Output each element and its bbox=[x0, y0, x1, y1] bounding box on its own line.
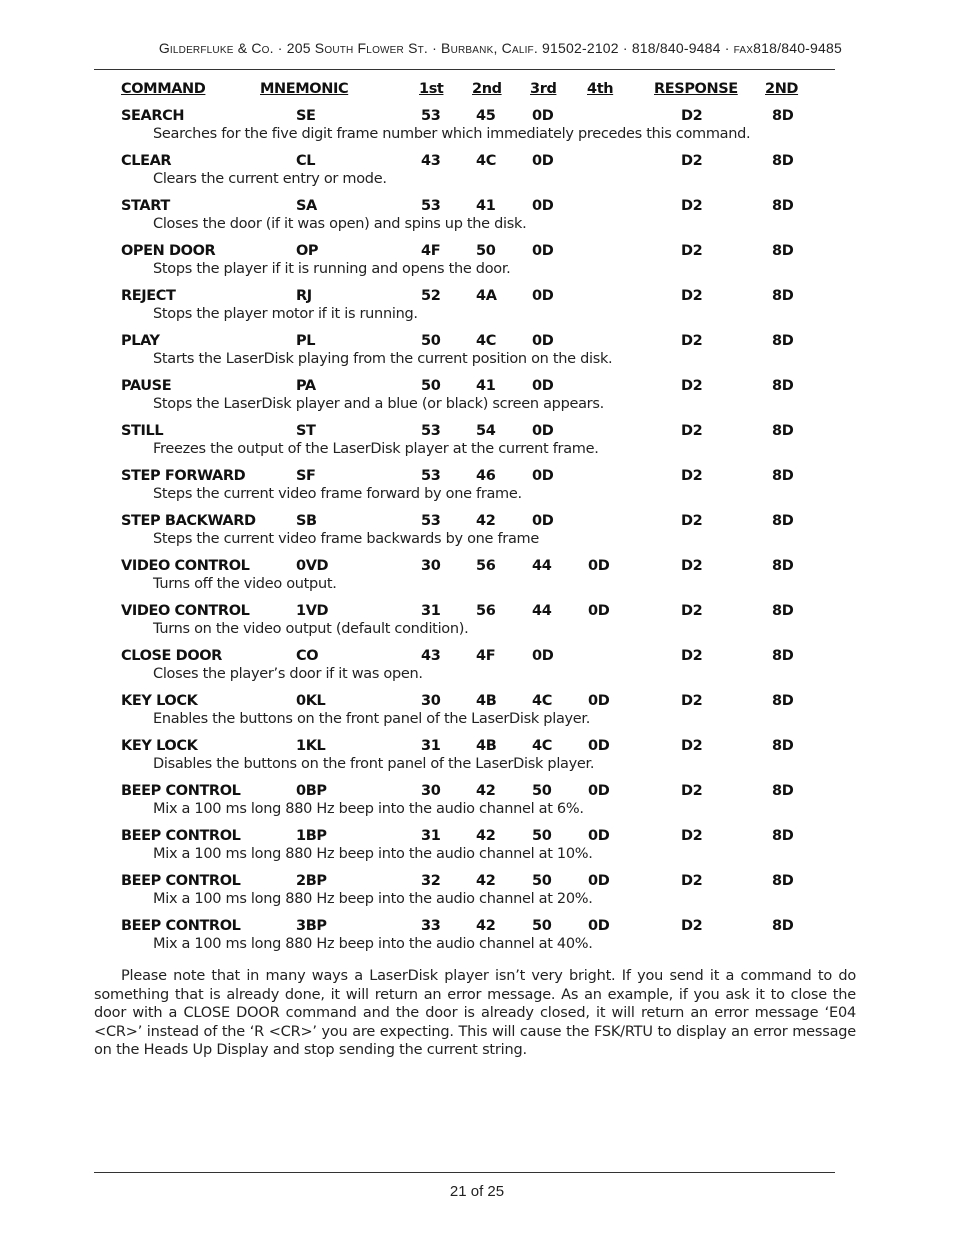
page-header bbox=[94, 40, 842, 56]
table-row bbox=[0, 423, 954, 441]
byte1-cell: 53 bbox=[421, 423, 441, 439]
command-cell: STEP BACKWARD bbox=[121, 513, 256, 529]
table-row bbox=[0, 693, 954, 711]
byte1-cell: 53 bbox=[421, 513, 441, 529]
command-cell: BEEP CONTROL bbox=[121, 828, 241, 844]
byte1-cell: 52 bbox=[421, 288, 441, 304]
command-description: Mix a 100 ms long 880 Hz beep into the audio channel at 10%. bbox=[153, 846, 593, 862]
response-cell: D2 bbox=[681, 558, 703, 574]
command-table bbox=[0, 81, 954, 963]
command-cell: BEEP CONTROL bbox=[121, 783, 241, 799]
byte1-cell: 31 bbox=[421, 603, 441, 619]
table-row bbox=[0, 513, 954, 531]
command-description: Searches for the five digit frame number which immediately precedes this command. bbox=[153, 126, 751, 142]
byte1-cell: 30 bbox=[421, 783, 441, 799]
byte3-cell: 50 bbox=[532, 873, 552, 889]
byte4-cell: 0D bbox=[588, 693, 610, 709]
byte1-cell: 32 bbox=[421, 873, 441, 889]
table-row bbox=[0, 648, 954, 666]
byte2-cell: 4B bbox=[476, 693, 497, 709]
second-response-cell: 8D bbox=[772, 828, 794, 844]
table-row bbox=[0, 873, 954, 891]
byte4-cell: 0D bbox=[588, 828, 610, 844]
command-cell: PLAY bbox=[121, 333, 160, 349]
command-cell: BEEP CONTROL bbox=[121, 918, 241, 934]
table-row bbox=[0, 828, 954, 846]
column-header-4th: 4th bbox=[587, 81, 614, 97]
table-row bbox=[0, 378, 954, 396]
second-response-cell: 8D bbox=[772, 243, 794, 259]
second-response-cell: 8D bbox=[772, 468, 794, 484]
command-description: Clears the current entry or mode. bbox=[153, 171, 387, 187]
byte1-cell: 31 bbox=[421, 828, 441, 844]
mnemonic-cell: OP bbox=[296, 243, 319, 259]
table-row bbox=[0, 783, 954, 801]
byte4-cell: 0D bbox=[588, 558, 610, 574]
command-description: Freezes the output of the LaserDisk player at the current frame. bbox=[153, 441, 599, 457]
byte1-cell: 43 bbox=[421, 153, 441, 169]
mnemonic-cell: 2BP bbox=[296, 873, 327, 889]
mnemonic-cell: SA bbox=[296, 198, 317, 214]
command-cell: CLOSE DOOR bbox=[121, 648, 222, 664]
second-response-cell: 8D bbox=[772, 693, 794, 709]
byte4-cell: 0D bbox=[588, 738, 610, 754]
command-cell: KEY LOCK bbox=[121, 738, 198, 754]
byte2-cell: 42 bbox=[476, 873, 496, 889]
response-cell: D2 bbox=[681, 738, 703, 754]
table-row bbox=[0, 333, 954, 351]
command-cell: KEY LOCK bbox=[121, 693, 198, 709]
command-description: Enables the buttons on the front panel of the LaserDisk player. bbox=[153, 711, 591, 727]
byte2-cell: 4C bbox=[476, 333, 496, 349]
response-cell: D2 bbox=[681, 648, 703, 664]
mnemonic-cell: CO bbox=[296, 648, 319, 664]
column-header-3rd: 3rd bbox=[530, 81, 557, 97]
byte2-cell: 45 bbox=[476, 108, 496, 124]
second-response-cell: 8D bbox=[772, 648, 794, 664]
second-response-cell: 8D bbox=[772, 198, 794, 214]
column-header-response: RESPONSE bbox=[654, 81, 738, 97]
byte2-cell: 4B bbox=[476, 738, 497, 754]
mnemonic-cell: 0VD bbox=[296, 558, 329, 574]
byte2-cell: 42 bbox=[476, 783, 496, 799]
command-cell: CLEAR bbox=[121, 153, 172, 169]
byte1-cell: 33 bbox=[421, 918, 441, 934]
mnemonic-cell: CL bbox=[296, 153, 316, 169]
command-cell: STILL bbox=[121, 423, 164, 439]
byte2-cell: 42 bbox=[476, 918, 496, 934]
mnemonic-cell: PL bbox=[296, 333, 316, 349]
byte3-cell: 0D bbox=[532, 288, 554, 304]
mnemonic-cell: SF bbox=[296, 468, 316, 484]
byte1-cell: 50 bbox=[421, 333, 441, 349]
byte2-cell: 42 bbox=[476, 513, 496, 529]
table-row bbox=[0, 468, 954, 486]
byte3-cell: 50 bbox=[532, 828, 552, 844]
table-row bbox=[0, 603, 954, 621]
byte1-cell: 30 bbox=[421, 558, 441, 574]
page-number: 21 of 25 bbox=[449, 1183, 505, 1200]
response-cell: D2 bbox=[681, 603, 703, 619]
second-response-cell: 8D bbox=[772, 108, 794, 124]
column-header-second: 2ND bbox=[765, 81, 799, 97]
byte1-cell: 53 bbox=[421, 108, 441, 124]
command-cell: START bbox=[121, 198, 170, 214]
mnemonic-cell: RJ bbox=[296, 288, 312, 304]
second-response-cell: 8D bbox=[772, 423, 794, 439]
mnemonic-cell: SE bbox=[296, 108, 316, 124]
table-body bbox=[0, 108, 954, 963]
byte1-cell: 4F bbox=[421, 243, 441, 259]
command-cell: REJECT bbox=[121, 288, 176, 304]
mnemonic-cell: 1VD bbox=[296, 603, 329, 619]
byte2-cell: 4C bbox=[476, 153, 496, 169]
second-response-cell: 8D bbox=[772, 333, 794, 349]
response-cell: D2 bbox=[681, 153, 703, 169]
second-response-cell: 8D bbox=[772, 513, 794, 529]
command-description: Steps the current video frame backwards by one frame bbox=[153, 531, 539, 547]
table-row bbox=[0, 243, 954, 261]
command-description: Stops the player if it is running and opens the door. bbox=[153, 261, 511, 277]
response-cell: D2 bbox=[681, 783, 703, 799]
byte3-cell: 0D bbox=[532, 648, 554, 664]
byte3-cell: 0D bbox=[532, 468, 554, 484]
table-row bbox=[0, 558, 954, 576]
mnemonic-cell: PA bbox=[296, 378, 316, 394]
command-description: Starts the LaserDisk playing from the current position on the disk. bbox=[153, 351, 613, 367]
byte3-cell: 4C bbox=[532, 693, 552, 709]
second-response-cell: 8D bbox=[772, 918, 794, 934]
response-cell: D2 bbox=[681, 333, 703, 349]
byte2-cell: 42 bbox=[476, 828, 496, 844]
byte3-cell: 0D bbox=[532, 423, 554, 439]
response-cell: D2 bbox=[681, 468, 703, 484]
second-response-cell: 8D bbox=[772, 783, 794, 799]
byte2-cell: 4F bbox=[476, 648, 496, 664]
table-header-row bbox=[0, 81, 954, 108]
response-cell: D2 bbox=[681, 288, 703, 304]
table-row bbox=[0, 738, 954, 756]
byte1-cell: 53 bbox=[421, 468, 441, 484]
response-cell: D2 bbox=[681, 918, 703, 934]
column-header-command: COMMAND bbox=[121, 81, 206, 97]
second-response-cell: 8D bbox=[772, 378, 794, 394]
response-cell: D2 bbox=[681, 378, 703, 394]
byte3-cell: 4C bbox=[532, 738, 552, 754]
command-description: Mix a 100 ms long 880 Hz beep into the audio channel at 6%. bbox=[153, 801, 584, 817]
byte2-cell: 56 bbox=[476, 603, 496, 619]
byte4-cell: 0D bbox=[588, 603, 610, 619]
byte3-cell: 0D bbox=[532, 333, 554, 349]
column-header-2nd: 2nd bbox=[472, 81, 502, 97]
company-name: Gilderfluke bbox=[158, 40, 234, 56]
response-cell: D2 bbox=[681, 423, 703, 439]
table-row bbox=[0, 288, 954, 306]
table-row bbox=[0, 108, 954, 126]
mnemonic-cell: 0BP bbox=[296, 783, 327, 799]
byte3-cell: 0D bbox=[532, 243, 554, 259]
command-description: Closes the player’s door if it was open. bbox=[153, 666, 423, 682]
byte2-cell: 54 bbox=[476, 423, 496, 439]
byte3-cell: 0D bbox=[532, 153, 554, 169]
company-suffix: & Co. bbox=[237, 40, 274, 56]
footer-rule bbox=[94, 1172, 835, 1173]
byte1-cell: 53 bbox=[421, 198, 441, 214]
command-cell: PAUSE bbox=[121, 378, 172, 394]
mnemonic-cell: ST bbox=[296, 423, 316, 439]
command-description: Closes the door (if it was open) and spins up the disk. bbox=[153, 216, 527, 232]
response-cell: D2 bbox=[681, 693, 703, 709]
second-response-cell: 8D bbox=[772, 288, 794, 304]
byte2-cell: 41 bbox=[476, 378, 496, 394]
response-cell: D2 bbox=[681, 243, 703, 259]
command-description: Stops the player motor if it is running. bbox=[153, 306, 418, 322]
header-rule bbox=[94, 69, 835, 70]
mnemonic-cell: SB bbox=[296, 513, 317, 529]
command-description: Stops the LaserDisk player and a blue (or black) screen appears. bbox=[153, 396, 604, 412]
byte2-cell: 56 bbox=[476, 558, 496, 574]
mnemonic-cell: 0KL bbox=[296, 693, 326, 709]
command-cell: VIDEO CONTROL bbox=[121, 603, 250, 619]
byte3-cell: 50 bbox=[532, 918, 552, 934]
byte2-cell: 4A bbox=[476, 288, 497, 304]
byte1-cell: 50 bbox=[421, 378, 441, 394]
byte2-cell: 41 bbox=[476, 198, 496, 214]
byte4-cell: 0D bbox=[588, 918, 610, 934]
second-response-cell: 8D bbox=[772, 153, 794, 169]
command-description: Mix a 100 ms long 880 Hz beep into the audio channel at 20%. bbox=[153, 891, 593, 907]
command-cell: OPEN DOOR bbox=[121, 243, 216, 259]
second-response-cell: 8D bbox=[772, 558, 794, 574]
command-cell: BEEP CONTROL bbox=[121, 873, 241, 889]
table-row bbox=[0, 153, 954, 171]
response-cell: D2 bbox=[681, 828, 703, 844]
command-description: Steps the current video frame forward by one frame. bbox=[153, 486, 522, 502]
byte1-cell: 31 bbox=[421, 738, 441, 754]
command-description: Disables the buttons on the front panel of the LaserDisk player. bbox=[153, 756, 595, 772]
byte2-cell: 50 bbox=[476, 243, 496, 259]
byte3-cell: 44 bbox=[532, 558, 552, 574]
byte1-cell: 43 bbox=[421, 648, 441, 664]
command-description: Turns off the video output. bbox=[153, 576, 337, 592]
byte4-cell: 0D bbox=[588, 873, 610, 889]
column-header-mnemonic: MNEMONIC bbox=[260, 81, 349, 97]
second-response-cell: 8D bbox=[772, 738, 794, 754]
byte3-cell: 0D bbox=[532, 108, 554, 124]
byte3-cell: 0D bbox=[532, 378, 554, 394]
byte2-cell: 46 bbox=[476, 468, 496, 484]
second-response-cell: 8D bbox=[772, 603, 794, 619]
response-cell: D2 bbox=[681, 198, 703, 214]
command-cell: STEP FORWARD bbox=[121, 468, 246, 484]
response-cell: D2 bbox=[681, 513, 703, 529]
command-description: Turns on the video output (default condition). bbox=[153, 621, 469, 637]
mnemonic-cell: 1BP bbox=[296, 828, 327, 844]
column-header-1st: 1st bbox=[419, 81, 444, 97]
mnemonic-cell: 1KL bbox=[296, 738, 326, 754]
byte3-cell: 0D bbox=[532, 513, 554, 529]
table-row bbox=[0, 918, 954, 936]
command-cell: SEARCH bbox=[121, 108, 185, 124]
byte1-cell: 30 bbox=[421, 693, 441, 709]
byte3-cell: 44 bbox=[532, 603, 552, 619]
byte3-cell: 0D bbox=[532, 198, 554, 214]
company-address: · 205 South Flower St. · Burbank, Calif. 91502-2102 · 818/840-9484 · fax818/840-9485 bbox=[277, 40, 842, 56]
byte4-cell: 0D bbox=[588, 783, 610, 799]
second-response-cell: 8D bbox=[772, 873, 794, 889]
mnemonic-cell: 3BP bbox=[296, 918, 327, 934]
note-paragraph: Please note that in many ways a LaserDisk player isn’t very bright. If you send it a command to do something that is already done, it will return an error message. As an example, if you ask it to close the door with a CLOSE DOOR command and the door is already closed, it will return an error message ‘E04 <CR>’ instead of the ‘R <CR>’ you are expecting. This will cause the FSK/RTU to display an error message on the Heads Up Display and stop sending the current string. bbox=[94, 968, 856, 1059]
response-cell: D2 bbox=[681, 873, 703, 889]
command-cell: VIDEO CONTROL bbox=[121, 558, 250, 574]
response-cell: D2 bbox=[681, 108, 703, 124]
byte3-cell: 50 bbox=[532, 783, 552, 799]
command-description: Mix a 100 ms long 880 Hz beep into the audio channel at 40%. bbox=[153, 936, 593, 952]
table-row bbox=[0, 198, 954, 216]
